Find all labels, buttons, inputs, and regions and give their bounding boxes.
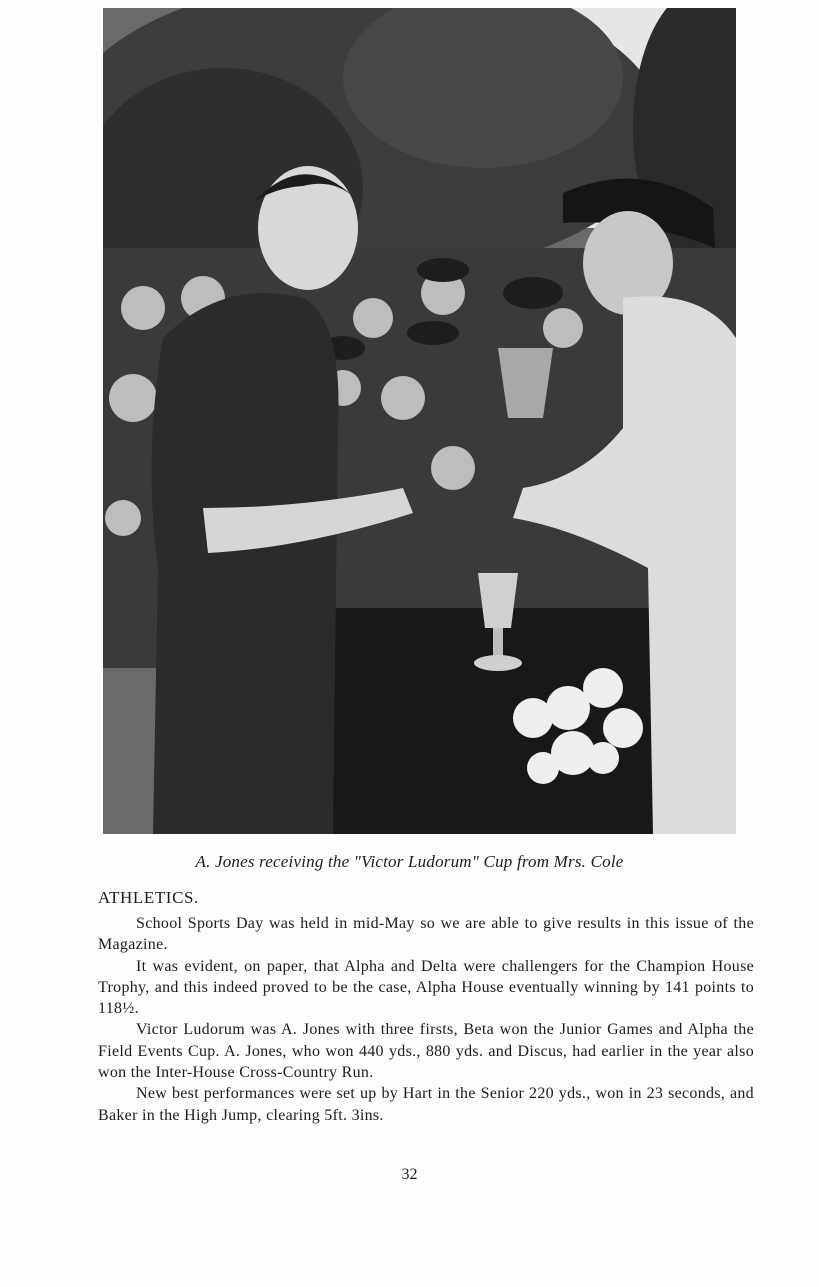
page-number: 32 — [401, 1166, 418, 1183]
article-body — [98, 913, 754, 1126]
paragraph: School Sports Day was held in mid-May so we are able to give results in this issue of the Magazine. — [98, 915, 754, 954]
paragraph: Victor Ludorum was A. Jones with three firsts, Beta won the Junior Games and Alpha the Field Events Cup. A. Jones, who won 440 yds., 880 yds. and Discus, had earlier in the year also won the Inter-House Cross-Country Run. — [98, 1021, 754, 1082]
section-heading: ATHLETICS. — [98, 888, 199, 907]
prize-giving-photo — [103, 8, 736, 834]
paragraph: New best performances were set up by Hart in the Senior 220 yds., won in 23 seconds, and Baker in the High Jump, clearing 5ft. 3ins. — [98, 1085, 754, 1124]
paragraph: It was evident, on paper, that Alpha and Delta were challengers for the Champion House Trophy, and this indeed proved to be the case, Alpha House eventually winning by 141 points to 118½. — [98, 957, 754, 1018]
photo-caption: A. Jones receiving the "Victor Ludorum" Cup from Mrs. Cole — [195, 852, 624, 871]
